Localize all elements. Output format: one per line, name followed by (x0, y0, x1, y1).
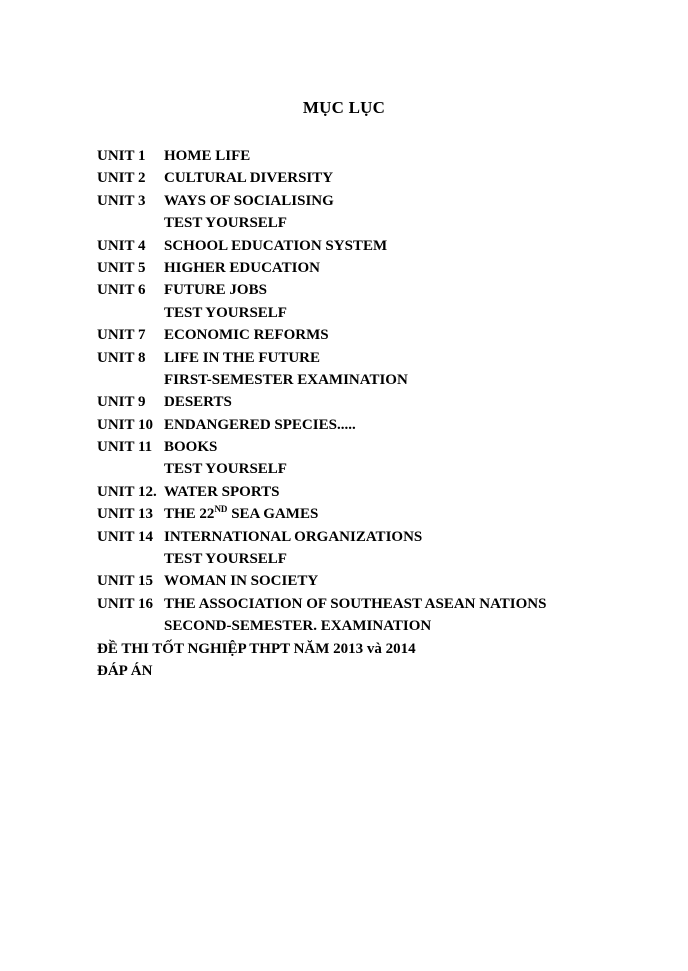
toc-row-answers (97, 660, 657, 682)
unit-label: UNIT 16 (97, 595, 153, 612)
unit-label: UNIT 13 (97, 506, 153, 523)
unit-title: THE ASSOCIATION OF SOUTHEAST ASEAN NATIONS (164, 595, 547, 612)
toc-row (97, 615, 657, 637)
toc-row (97, 167, 657, 189)
unit-title: LIFE IN THE FUTURE (164, 349, 321, 366)
unit-label: UNIT 15 (97, 573, 153, 590)
toc-row (97, 347, 657, 369)
unit-title: WOMAN IN SOCIETY (164, 573, 319, 590)
toc-row (97, 302, 657, 324)
unit-title: CULTURAL DIVERSITY (164, 170, 334, 187)
unit-title: WAYS OF SOCIALISING (164, 192, 334, 209)
toc-row (97, 324, 657, 346)
extra-entry-title: ĐỀ THI TỐT NGHIỆP THPT NĂM 2013 và 2014 (97, 640, 416, 657)
unit-label: UNIT 14 (97, 528, 153, 545)
toc-row (97, 391, 657, 413)
toc-row (97, 458, 657, 480)
toc-row (97, 257, 657, 279)
toc-row (97, 436, 657, 458)
unit-title: FIRST-SEMESTER EXAMINATION (164, 371, 408, 388)
toc-row (97, 503, 657, 525)
unit-label: UNIT 9 (97, 394, 146, 411)
unit-title: SECOND-SEMESTER. EXAMINATION (164, 618, 432, 635)
unit-label: UNIT 5 (97, 259, 146, 276)
ordinal-suffix: ND (214, 504, 228, 515)
toc-row (97, 279, 657, 301)
unit-title: WATER SPORTS (164, 483, 280, 500)
unit-label: UNIT 10 (97, 416, 153, 433)
toc-row (97, 570, 657, 592)
unit-title: HIGHER EDUCATION (164, 259, 320, 276)
unit-title: INTERNATIONAL ORGANIZATIONS (164, 528, 423, 545)
unit-title: SCHOOL EDUCATION SYSTEM (164, 237, 388, 254)
title-prefix: THE 22 (164, 506, 215, 523)
unit-title (164, 503, 318, 525)
unit-title: DESERTS (164, 394, 232, 411)
unit-label: UNIT 4 (97, 237, 146, 254)
unit-title: ECONOMIC REFORMS (164, 327, 329, 344)
unit-label: UNIT 2 (97, 170, 146, 187)
toc-row (97, 369, 657, 391)
unit-label: UNIT 8 (97, 349, 146, 366)
unit-title: HOME LIFE (164, 148, 251, 164)
unit-title: TEST YOURSELF (164, 215, 287, 232)
unit-title: TEST YOURSELF (164, 304, 287, 321)
toc-row (97, 481, 657, 503)
unit-title: BOOKS (164, 439, 218, 456)
toc-row-exam (97, 638, 657, 660)
page-title: MỤC LỤC (302, 98, 386, 117)
toc-row (97, 212, 657, 234)
unit-title: TEST YOURSELF (164, 551, 287, 568)
unit-label: UNIT 6 (97, 282, 146, 299)
table-of-contents (97, 145, 657, 682)
unit-title: ENDANGERED SPECIES..... (164, 416, 356, 433)
toc-row (97, 548, 657, 570)
title-suffix: SEA GAMES (227, 506, 319, 523)
unit-title: TEST YOURSELF (164, 461, 287, 478)
toc-row (97, 526, 657, 548)
unit-label: UNIT 12. (97, 483, 157, 500)
unit-label: UNIT 11 (97, 439, 153, 456)
extra-entry-title: ĐÁP ÁN (97, 662, 153, 679)
unit-label: UNIT 7 (97, 327, 146, 344)
toc-row (97, 593, 657, 615)
unit-label: UNIT 3 (97, 192, 146, 209)
toc-row (97, 190, 657, 212)
unit-title: FUTURE JOBS (164, 282, 267, 299)
toc-row (97, 235, 657, 257)
unit-label: UNIT 1 (97, 148, 146, 164)
toc-row (97, 414, 657, 436)
toc-row (97, 145, 657, 167)
